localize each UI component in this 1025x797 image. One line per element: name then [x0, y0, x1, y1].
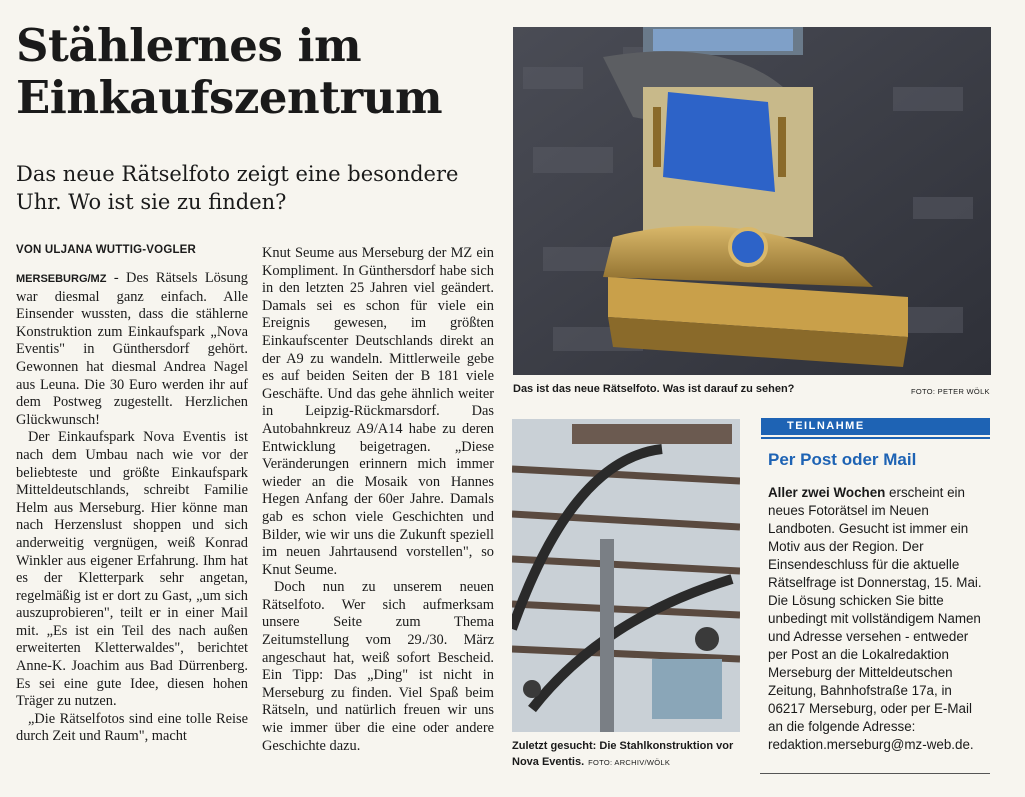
infobox-lead: Aller zwei Wochen	[768, 485, 886, 500]
infobox-text	[768, 484, 990, 754]
subhead-line-2: Uhr. Wo ist sie zu finden?	[16, 190, 287, 214]
archive-photo-credit: FOTO: ARCHIV/WÖLK	[588, 758, 671, 767]
archive-photo-caption	[512, 738, 744, 771]
sundial-illustration	[513, 27, 991, 375]
headline-line-2: Einkaufszentrum	[16, 71, 443, 124]
byline: VON ULJANA WUTTIG-VOGLER	[16, 244, 197, 256]
article-paragraph-1	[16, 270, 248, 429]
sundial-photo	[513, 27, 991, 375]
article-paragraph-5: Doch nun zu unserem neuen Rätselfoto. Wer sich aufmerksam unsere Seite zum Thema Zeitumstellung vom 29./30. März angeschaut hat, weiß sofort Bescheid. Ein Tipp: Das „Ding" ist nicht in Merseburg zu finden. Viel Spaß beim Rätseln, und natürlich freuen wir uns wie immer über die eine oder andere Geschichte dazu.	[262, 579, 494, 754]
main-photo-caption: Das ist das neue Rätselfoto. Was ist darauf zu sehen?	[513, 383, 795, 395]
article-column-1	[16, 270, 248, 746]
article-paragraph-4: Knut Seume aus Merseburg der MZ ein Kompliment. In Günthersdorf habe sich in den letzten 25 Jahren viel geändert. Damals sei es schon für viele ein Ereignis gewesen, im größten Einkaufscenter Deutschlands direkt an der A9 zu wandeln. Mittlerweile gebe es auf beiden Seiten der B 181 viele Geschäfte. Und das gehe ähnlich weiter in Leipzig-Rückmarsdorf. Das Autobahnkreuz A9/A14 habe zu deren Entwicklung beigetragen. „Diese Veränderungen erinnern mich immer wieder an die Mosaik von Hannes Hegen Anfang der 60er Jahre. Damals gab es schon viele Geschichten und Bilder, wie wir uns die Zukunft speziell im neuen Jahrtausend vorstellen", so Knut Seume.	[262, 245, 494, 578]
infobox-body: erscheint ein neues Fotorätsel im Neuen Landboten. Gesucht ist immer ein Motiv aus der Region. Der Einsendeschluss für die aktuelle Rätselfrage ist Donnerstag, 15. Mai. Die Lösung schicken Sie bitte unbedingt mit vollständigem Namen und Adresse versehen - entweder per Post an die Lokalredaktion Merseburg der Mitteldeutschen Zeitung, Bahnhofstraße 17a, in 06217 Merseburg, oder per E-Mail an die folgende Adresse: redaktion.merseburg@mz-web.de.	[768, 485, 982, 752]
article-column-2	[262, 245, 494, 755]
archive-caption-text: Zuletzt gesucht: Die Stahlkonstruktion vor Nova Eventis.	[512, 740, 734, 768]
headline	[16, 20, 496, 124]
paragraph-1-text: - Des Rätsels Lösung war diesmal ganz einfach. Alle Einsender wussten, dass die stählerne Konstruktion zum Einkaufspark „Nova Eventis" in Günthersdorf gehört. Gewonnen hat diesmal Andrea Nagel aus Leuna. Die 30 Euro werden ihr auf dem Postweg zugestellt. Herzlichen Glückwunsch!	[16, 270, 248, 428]
article-paragraph-2: Der Einkaufspark Nova Eventis ist nach dem Umbau nach wie vor der beliebteste und größte Einkaufspark Mitteldeutschlands, schreibt Familie Helm aus Merseburg. Hier könne man nach Herzenslust shoppen und sich anderweitig vergnügen, weiß Konrad Winkler aus eigener Erfahrung. Ihm hat es der Kletterpark sehr angetan, regelmäßig ist er dort zu Gast, „um sich auszuprobieren", teilt er in einer Mail mit. „Es ist ein Teil des nach außen erweiterten Kletterwaldes", berichtet Anne-K. Joachim aus Bad Dürrenberg. Es sei eine gute Idee, diesen hohen Träger zu nutzen.	[16, 429, 248, 710]
subhead-line-1: Das neue Rätselfoto zeigt eine besondere	[16, 162, 459, 186]
infobox-bottom-rule	[760, 773, 990, 774]
dateline: MERSEBURG/MZ	[16, 273, 107, 285]
subheadline	[16, 160, 496, 216]
article-paragraph-3: „Die Rätselfotos sind eine tolle Reise durch Zeit und Raum", macht	[16, 710, 248, 745]
infobox-title: Per Post oder Mail	[768, 450, 917, 469]
infobox-rule	[761, 437, 990, 439]
steel-structure-illustration	[512, 419, 740, 732]
main-photo-credit: FOTO: PETER WÖLK	[911, 387, 990, 396]
infobox-label: TEILNAHME	[761, 418, 990, 435]
steel-construction-photo	[512, 419, 740, 732]
headline-line-1: Stählernes im	[16, 19, 362, 72]
